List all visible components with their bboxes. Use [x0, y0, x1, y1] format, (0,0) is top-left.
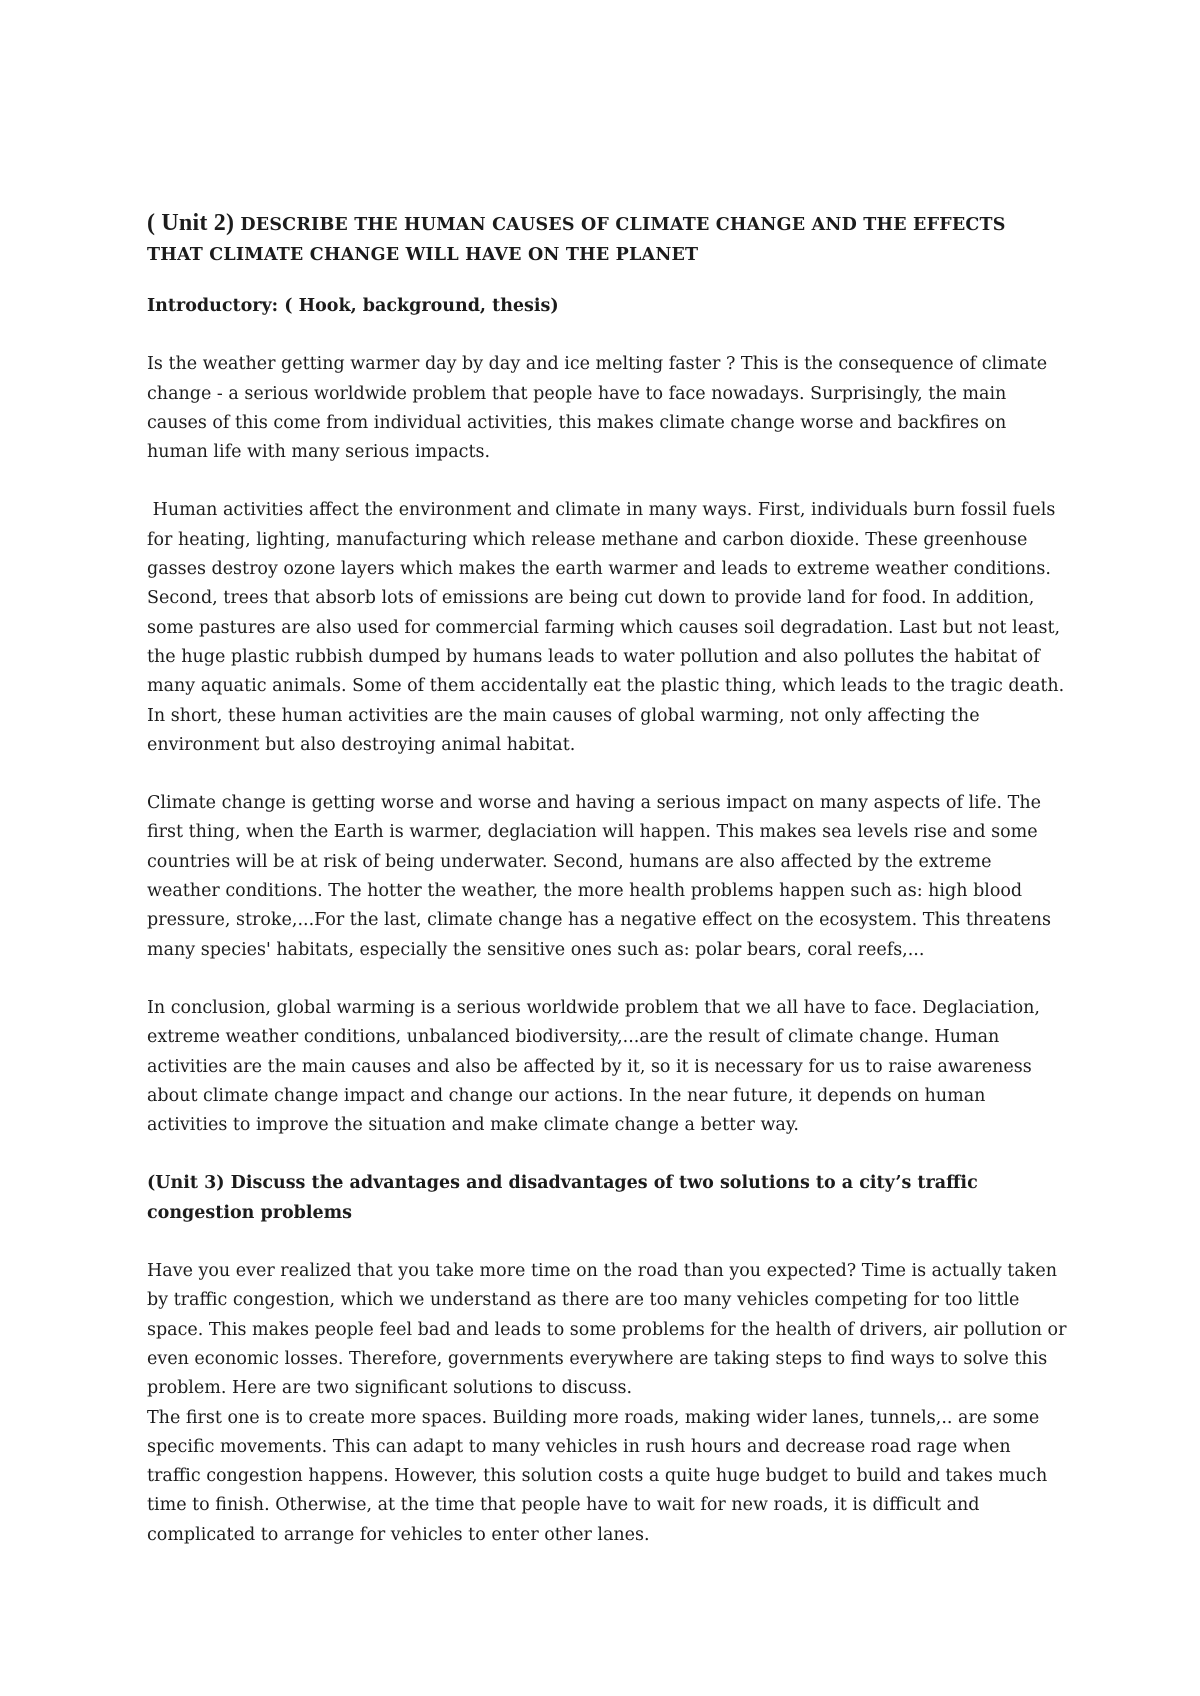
unit3-heading: (Unit 3) Discuss the advantages and disadvantages of two solutions to a city’s traffic congestion problems	[147, 1173, 978, 1223]
paragraph-intro: Is the weather getting warmer day by day and ice melting faster ? This is the consequence of climate change - a serious worldwide problem that people have to face nowadays. Surprisingly, the main causes of this come from individual activities, this makes climate change worse and backfires on human life with many serious impacts.	[147, 354, 1048, 463]
unit2-title-label: ( Unit 2	[147, 210, 226, 236]
paragraph-causes: Human activities affect the environment and climate in many ways. First, individuals burn fossil fuels for heating, lighting, manufacturing which release methane and carbon dioxide. These greenhouse gasses destroy ozone layers which makes the earth warmer and leads to extreme weather conditions. Second, trees that absorb lots of emissions are being cut down to provide land for food. In addition, some pastures are also used for commercial farming which causes soil degradation. Last but not least, the huge plastic rubbish dumped by humans leads to water pollution and also pollutes the habitat of many aquatic animals. Some of them accidentally eat the plastic thing, which leads to the tragic death. In short, these human activities are the main causes of global warming, not only affecting the environment but also destroying animal habitat.	[147, 500, 1070, 755]
paragraph-unit3-solution1: The first one is to create more spaces. Building more roads, making wider lanes, tunnels,.. are some specific movements. This can adapt to many vehicles in rush hours and decrease road rage when traffic congestion happens. However, this solution costs a quite huge budget to build and takes much time to finish. Otherwise, at the time that people have to wait for new roads, it is difficult and complicated to arrange for vehicles to enter other lanes.	[147, 1407, 1048, 1545]
intro-heading: Introductory: ( Hook, background, thesis)	[147, 296, 559, 316]
unit2-title	[147, 208, 1067, 270]
paragraph-effects: Climate change is getting worse and worse and having a serious impact on many aspects of life. The first thing, when the Earth is warmer, deglaciation will happen. This makes sea levels rise and some countries will be at risk of being underwater. Second, humans are also affected by the extreme weather conditions. The hotter the weather, the more health problems happen such as: high blood pressure, stroke,...For the last, climate change has a negative effect on the ecosystem. This threatens many species' habitats, especially the sensitive ones such as: polar bears, coral reefs,...	[147, 793, 1051, 960]
unit2-title-paren: )	[225, 210, 235, 236]
paragraph-conclusion: In conclusion, global warming is a serious worldwide problem that we all have to face. Deglaciation, extreme weather conditions, unbalanced biodiversity,...are the result of climate change. Human activities are the main causes and also be affected by it, so it is necessary for us to raise awareness about climate change impact and change our actions. In the near future, it depends on human activities to improve the situation and make climate change a better way.	[147, 997, 1040, 1136]
paragraph-unit3-intro: Have you ever realized that you take more time on the road than you expected? Time is actually taken by traffic congestion, which we understand as there are too many vehicles competing for too little space. This makes people feel bad and leads to some problems for the health of drivers, air pollution or even economic losses. Therefore, governments everywhere are taking steps to find ways to solve this problem. Here are two significant solutions to discuss.	[147, 1261, 1067, 1399]
document-body	[147, 208, 1070, 1550]
unit2-title-text: DESCRIBE THE HUMAN CAUSES OF CLIMATE CHANGE AND THE EFFECTS THAT CLIMATE CHANGE WILL HAVE ON THE PLANET	[147, 215, 1006, 265]
